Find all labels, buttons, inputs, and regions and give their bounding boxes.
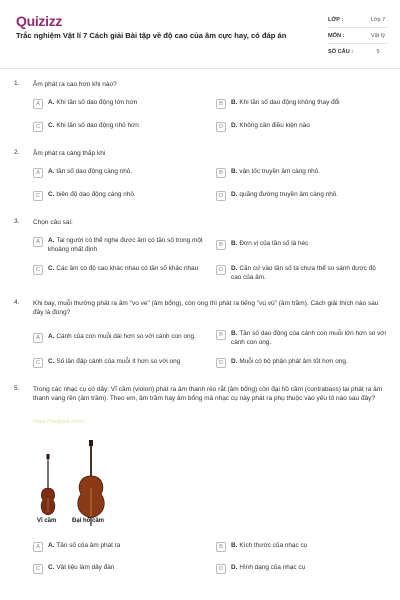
option-key: C. bbox=[48, 358, 55, 365]
option-text: Khi tần số dao động nhỏ hơn bbox=[56, 122, 139, 129]
question-text: Chọn câu sai: bbox=[33, 219, 73, 226]
question-number: 2. bbox=[14, 149, 20, 156]
question-5 bbox=[0, 385, 400, 415]
option-badge: D bbox=[216, 122, 226, 132]
worksheet-header bbox=[0, 0, 400, 62]
option-key: B. bbox=[231, 240, 238, 247]
option-badge: C bbox=[33, 358, 43, 368]
image-source-link[interactable]: https://vietjack.com/... bbox=[33, 419, 89, 425]
meta-key: SỐ CÂU : bbox=[328, 49, 354, 55]
option-badge: B bbox=[216, 168, 226, 178]
option-text: Căn cứ vào tần số ta chưa thể so sánh được độ cao của âm. bbox=[231, 265, 376, 281]
option-text: Khi tần số dao động không thay đổi bbox=[239, 99, 340, 106]
header-divider bbox=[0, 68, 400, 69]
option-text: biên độ dao động càng nhỏ. bbox=[56, 191, 136, 198]
option-text: Đơn vị của tần số là héc bbox=[239, 240, 309, 247]
option-badge: D bbox=[216, 265, 226, 275]
option-badge: A bbox=[33, 542, 43, 552]
option-d[interactable] bbox=[216, 358, 386, 368]
option-text: Kích thước của nhạc cụ bbox=[239, 542, 308, 549]
option-key: C. bbox=[48, 191, 55, 198]
option-text: Tai người có thể nghe được âm có tần số trong một khoảng nhất định bbox=[48, 237, 203, 253]
option-d[interactable] bbox=[216, 191, 386, 201]
option-badge: B bbox=[216, 99, 226, 109]
option-b[interactable] bbox=[216, 240, 386, 250]
option-key: D. bbox=[231, 564, 238, 571]
meta-table bbox=[328, 12, 388, 60]
option-badge: A bbox=[33, 237, 43, 247]
option-a[interactable] bbox=[33, 542, 203, 552]
question-text: Trong các nhạc cụ có dây: Vĩ cầm (violon) phát ra âm thanh réo rắt (âm bổng) còn đại hồ cầm (contrabass) lại phát ra âm thanh vang rền (âm trầm). Theo em, âm trầm hay âm bổng mà nhạc cụ này phát ra phụ thuộc vào yếu tố nào sau đây? bbox=[33, 386, 383, 402]
option-c[interactable] bbox=[33, 191, 203, 201]
option-badge: C bbox=[33, 191, 43, 201]
option-key: D. bbox=[231, 191, 238, 198]
option-key: A. bbox=[48, 168, 55, 175]
option-key: B. bbox=[231, 330, 238, 337]
option-a[interactable] bbox=[33, 333, 203, 343]
question-3 bbox=[0, 218, 400, 290]
option-d[interactable] bbox=[216, 265, 386, 282]
question-number: 5. bbox=[14, 385, 20, 392]
meta-row-count bbox=[328, 44, 388, 60]
contrabass-icon bbox=[78, 440, 105, 526]
option-badge: C bbox=[33, 122, 43, 132]
violin-icon bbox=[41, 454, 55, 515]
meta-value: Lớp 7 bbox=[370, 16, 386, 23]
option-a[interactable] bbox=[33, 237, 203, 254]
option-key: A. bbox=[48, 542, 55, 549]
option-key: B. bbox=[231, 542, 238, 549]
option-key: D. bbox=[231, 122, 238, 129]
option-b[interactable] bbox=[216, 168, 386, 178]
option-key: C. bbox=[48, 122, 55, 129]
option-text: vận tốc truyền âm càng nhỏ. bbox=[239, 168, 321, 175]
meta-value: 5 bbox=[376, 49, 380, 55]
option-badge: D bbox=[216, 191, 226, 201]
option-c[interactable] bbox=[33, 564, 203, 574]
option-b[interactable] bbox=[216, 330, 386, 347]
option-key: A. bbox=[48, 99, 55, 106]
contrabass-label: Đại hồ cầm bbox=[72, 518, 105, 524]
option-d[interactable] bbox=[216, 564, 386, 574]
meta-row-grade bbox=[328, 12, 388, 28]
option-badge: B bbox=[216, 330, 226, 340]
option-badge: A bbox=[33, 168, 43, 178]
meta-key: MÔN : bbox=[328, 32, 345, 39]
question-4 bbox=[0, 299, 400, 379]
option-b[interactable] bbox=[216, 99, 386, 109]
option-badge: A bbox=[33, 99, 43, 109]
question-1 bbox=[0, 80, 400, 140]
option-badge: A bbox=[33, 333, 43, 343]
option-text: Tần số dao động của cánh con muỗi lớn hơn so với cánh con ong. bbox=[231, 330, 386, 346]
option-key: A. bbox=[48, 333, 55, 340]
option-text: tần số dao động càng nhỏ. bbox=[56, 168, 133, 175]
option-key: A. bbox=[48, 237, 55, 244]
question-text: Khi bay, muỗi thường phát ra âm "vo ve" (âm bổng), còn ong thì phát ra tiếng "vù vù" (âm trầm). Cách giải thích nào sau đây là đúng? bbox=[33, 300, 379, 316]
option-key: C. bbox=[48, 265, 55, 272]
option-c[interactable] bbox=[33, 265, 203, 275]
option-key: B. bbox=[231, 168, 238, 175]
option-badge: D bbox=[216, 564, 226, 574]
option-badge: C bbox=[33, 265, 43, 275]
option-c[interactable] bbox=[33, 358, 203, 368]
option-badge: B bbox=[216, 240, 226, 250]
option-text: Tần số của âm phát ra bbox=[56, 542, 121, 549]
option-text: Các âm có độ cao khác nhau có tần số khác nhau bbox=[56, 265, 199, 272]
option-text: Không cần điều kiện nào bbox=[239, 122, 310, 129]
question-5-options bbox=[0, 540, 400, 580]
worksheet-title: Trắc nghiệm Vật lí 7 Cách giải Bài tập về độ cao của âm cực hay, có đáp án bbox=[16, 31, 287, 40]
option-c[interactable] bbox=[33, 122, 203, 132]
quizizz-logo: Quizizz bbox=[16, 13, 63, 29]
option-text: Muỗi có bộ phận phát âm tốt hơn ong. bbox=[239, 358, 348, 365]
option-text: Hình dạng của nhạc cụ bbox=[239, 564, 306, 571]
option-key: D. bbox=[231, 358, 238, 365]
question-text: Âm phát ra cao hơn khi nào? bbox=[33, 81, 117, 88]
option-a[interactable] bbox=[33, 99, 203, 109]
option-text: Vật liệu làm dây đàn bbox=[56, 564, 115, 571]
question-number: 4. bbox=[14, 299, 20, 306]
option-a[interactable] bbox=[33, 168, 203, 178]
meta-row-subject bbox=[328, 28, 388, 44]
option-text: Số lần đập cánh của muỗi ít hơn so với ong bbox=[56, 358, 181, 365]
option-badge: D bbox=[216, 358, 226, 368]
option-key: D. bbox=[231, 265, 238, 272]
meta-value: Vật lý bbox=[371, 32, 385, 39]
question-text: Âm phát ra càng thấp khi bbox=[33, 150, 106, 157]
violin-contrabass-image bbox=[35, 440, 115, 530]
question-number: 1. bbox=[14, 80, 20, 87]
option-text: Khi tần số dao động lớn hơn bbox=[56, 99, 138, 106]
option-b[interactable] bbox=[216, 542, 386, 552]
violin-label: Vĩ cầm bbox=[37, 518, 57, 524]
question-number: 3. bbox=[14, 218, 20, 225]
question-2 bbox=[0, 149, 400, 209]
option-key: B. bbox=[231, 99, 238, 106]
option-key: C. bbox=[48, 564, 55, 571]
meta-key: LỚP : bbox=[328, 16, 344, 23]
option-d[interactable] bbox=[216, 122, 386, 132]
option-badge: C bbox=[33, 564, 43, 574]
option-badge: B bbox=[216, 542, 226, 552]
option-text: Cánh của con muỗi dài hơn so với cánh con ong. bbox=[56, 333, 196, 340]
option-text: quãng đường truyền âm càng nhỏ. bbox=[239, 191, 339, 198]
